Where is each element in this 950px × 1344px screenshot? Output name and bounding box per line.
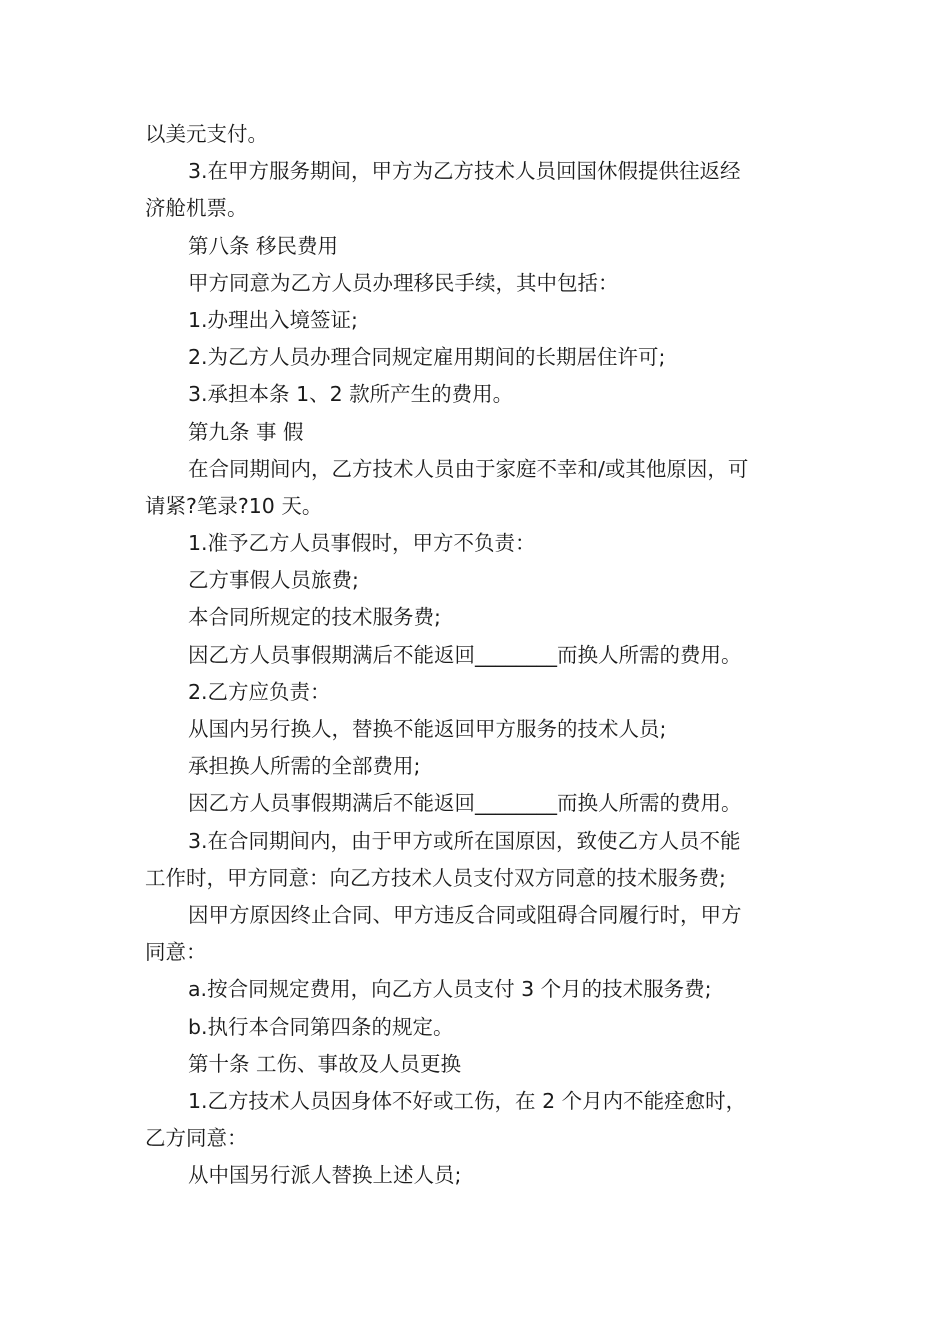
list-item: 承担换人所需的全部费用;	[188, 754, 421, 779]
document-body	[145, 116, 810, 1194]
list-item: 1.办理出入境签证;	[188, 307, 358, 332]
list-item: 因乙方人员事假期满后不能返回________而换人所需的费用。	[188, 791, 742, 816]
section-heading: 第八条 移民费用	[188, 233, 339, 258]
text-line: 工作时，甲方同意：向乙方技术人员支付双方同意的技术服务费;	[145, 865, 726, 890]
text-line: 同意：	[145, 940, 207, 965]
list-item: 本合同所规定的技术服务费;	[188, 605, 441, 630]
list-item: 2.乙方应负责：	[188, 679, 331, 704]
section-heading: 第九条 事 假	[188, 419, 304, 444]
text-line: 乙方同意：	[145, 1126, 248, 1151]
list-item: 1.准予乙方人员事假时，甲方不负责：	[188, 531, 536, 556]
text-line: 3.在甲方服务期间，甲方为乙方技术人员回国休假提供往返经	[188, 159, 741, 184]
section-heading: 第十条 工伤、事故及人员更换	[188, 1051, 462, 1076]
text-line: 以美元支付。	[145, 122, 268, 146]
list-item: 1.乙方技术人员因身体不好或工伤，在 2 个月内不能痊愈时，	[188, 1088, 747, 1113]
text-line: 在合同期间内，乙方技术人员由于家庭不幸和/或其他原因，可	[188, 456, 749, 481]
list-item: b.执行本合同第四条的规定。	[188, 1014, 454, 1039]
text-line: 因甲方原因终止合同、甲方违反合同或阻碍合同履行时，甲方	[188, 902, 742, 927]
list-item: 因乙方人员事假期满后不能返回________而换人所需的费用。	[188, 642, 742, 667]
text-line: 济舱机票。	[145, 196, 248, 221]
list-item: 从国内另行换人，替换不能返回甲方服务的技术人员;	[188, 717, 667, 741]
list-item: 从中国另行派人替换上述人员;	[188, 1163, 462, 1188]
list-item: 2.为乙方人员办理合同规定雇用期间的长期居住许可;	[188, 345, 666, 370]
list-item: 3.承担本条 1、2 款所产生的费用。	[188, 382, 514, 407]
list-item: 乙方事假人员旅费;	[188, 568, 359, 593]
text-line: 请紧?笔录?10 天。	[145, 493, 323, 518]
list-item: 3.在合同期间内，由于甲方或所在国原因，致使乙方人员不能	[188, 828, 741, 853]
list-item: a.按合同规定费用，向乙方人员支付 3 个月的技术服务费;	[188, 977, 712, 1002]
text-line: 甲方同意为乙方人员办理移民手续，其中包括：	[188, 270, 619, 295]
